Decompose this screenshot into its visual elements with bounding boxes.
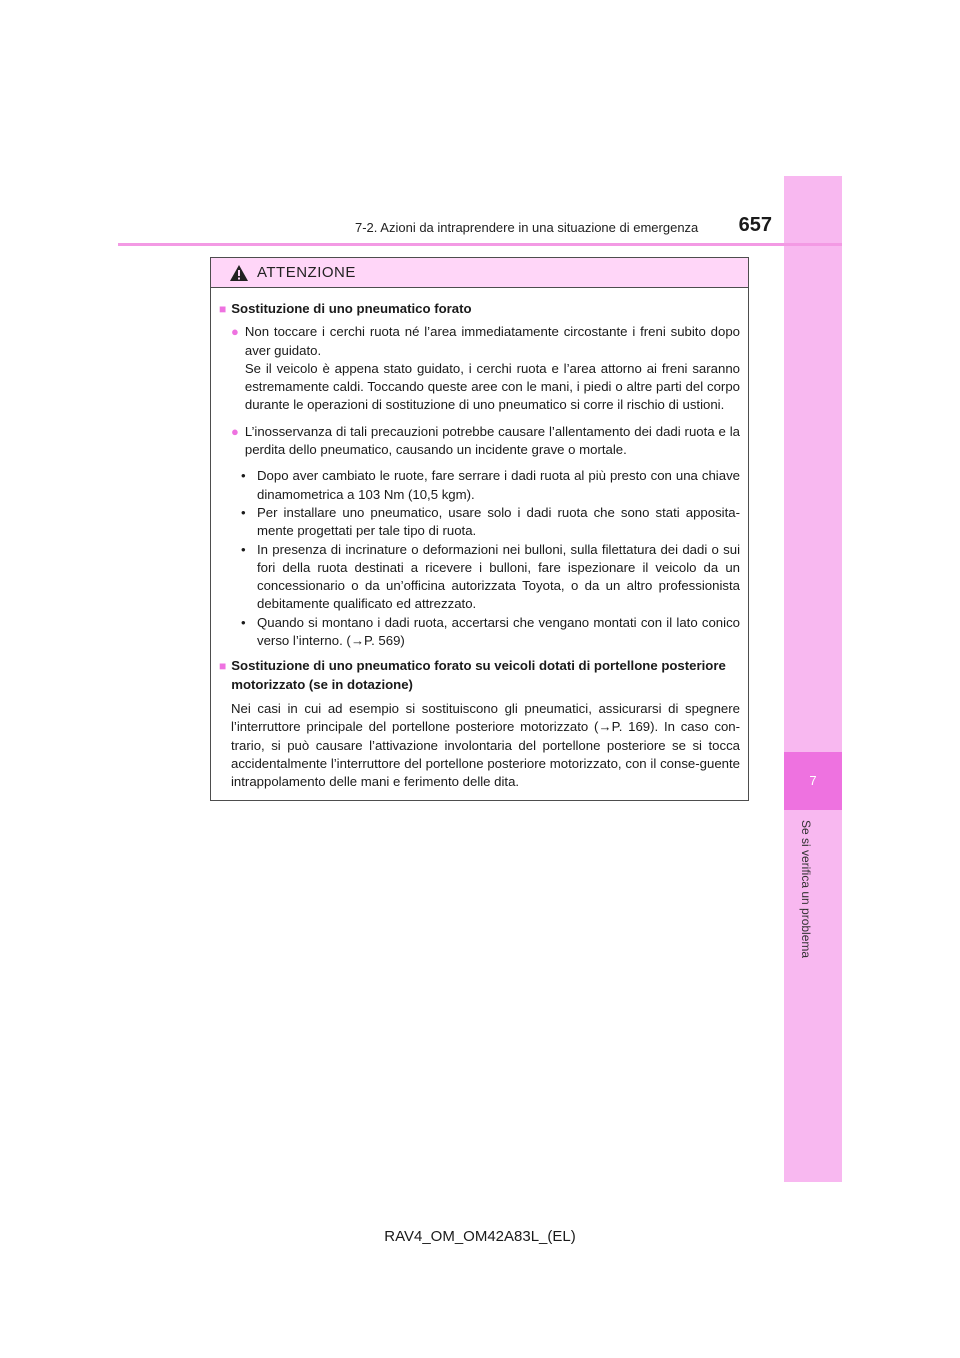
warning-box — [210, 257, 749, 801]
circle-bullet-icon: ● — [231, 423, 239, 439]
warning-triangle-icon — [229, 264, 249, 282]
square-bullet-icon: ■ — [219, 659, 227, 674]
circle-bullet-icon: ● — [231, 324, 239, 340]
warning-body — [211, 288, 748, 791]
sub-list-item: • Per installare uno pneumatico, usare solo i dadi ruota che sono stati apposita-mente progettati per tale tipo di ruota. — [241, 504, 740, 539]
section-heading-2: ■ Sostituzione di uno pneumatico forato su veicoli dotati di portellone posteriore motorizzato (se in dotazione) — [219, 657, 740, 694]
warning-header — [211, 258, 748, 288]
page-number: 657 — [738, 214, 772, 236]
list-item: ● Non toccare i cerchi ruota né l’area immediatamente circostante i freni subito dopo aver guidato. Se il veicolo è appena stato guidato, i cerchi ruota e l’area attorno ai freni saranno estremamente caldi. Toccando queste aree con le mani, i piedi o altre parti del corpo durante le operazioni di sostituzione di uno pneumatico si corre il rischio di ustioni. — [231, 323, 740, 414]
warning-title: ATTENZIONE — [257, 264, 356, 281]
section-2-text: Nei casi in cui ad esempio si sostituiscono gli pneumatici, assicurarsi di spegnere l’interruttore principale del portellone posteriore motorizzato (→P. 169). In caso con-trario, si può causare l’attivazione involontaria del portellone posteriore se si tocca accidentalmente l’interruttore del portellone posteriore motorizzato, con il conse-guente intrappolamento delle mani e ferimento delle dita. — [231, 700, 740, 790]
section-heading-1: ■ Sostituzione di uno pneumatico forato — [219, 300, 740, 318]
section-title: 7-2. Azioni da intraprendere in una situazione di emergenza — [355, 220, 699, 235]
list-item: ● L’inosservanza di tali precauzioni potrebbe causare l’allentamento dei dadi ruota e la perdita dello pneumatico, causando un incidente grave o mortale. — [231, 423, 740, 460]
chapter-side-tab — [784, 176, 842, 1182]
sub-list-item: • Quando si montano i dadi ruota, accertarsi che vengano montati con il lato conico verso l’interno. (→P. 569) — [241, 614, 740, 649]
sub-list — [241, 467, 740, 650]
sub-list-item: • In presenza di incrinature o deformazioni nei bulloni, sulla filettatura dei dadi o sui fori della ruota destinati a ricevere i bulloni, fare ispezionare il veicolo da un concessionario o da un’officina autorizzata Toyota, o da un altro professionista debitamente qualificato ed attrezzato. — [241, 541, 740, 612]
square-bullet-icon: ■ — [219, 302, 227, 316]
chapter-label: Se si verifica un problema — [799, 820, 813, 959]
chapter-number: 7 — [809, 773, 817, 788]
sub-list-item: • Dopo aver cambiato le ruote, fare serrare i dadi ruota al più presto con una chiave dinamometrica a 103 Nm (10,5 kgm). — [241, 468, 740, 502]
header-divider — [118, 243, 842, 246]
document-code: RAV4_OM_OM42A83L_(EL) — [384, 1228, 576, 1245]
